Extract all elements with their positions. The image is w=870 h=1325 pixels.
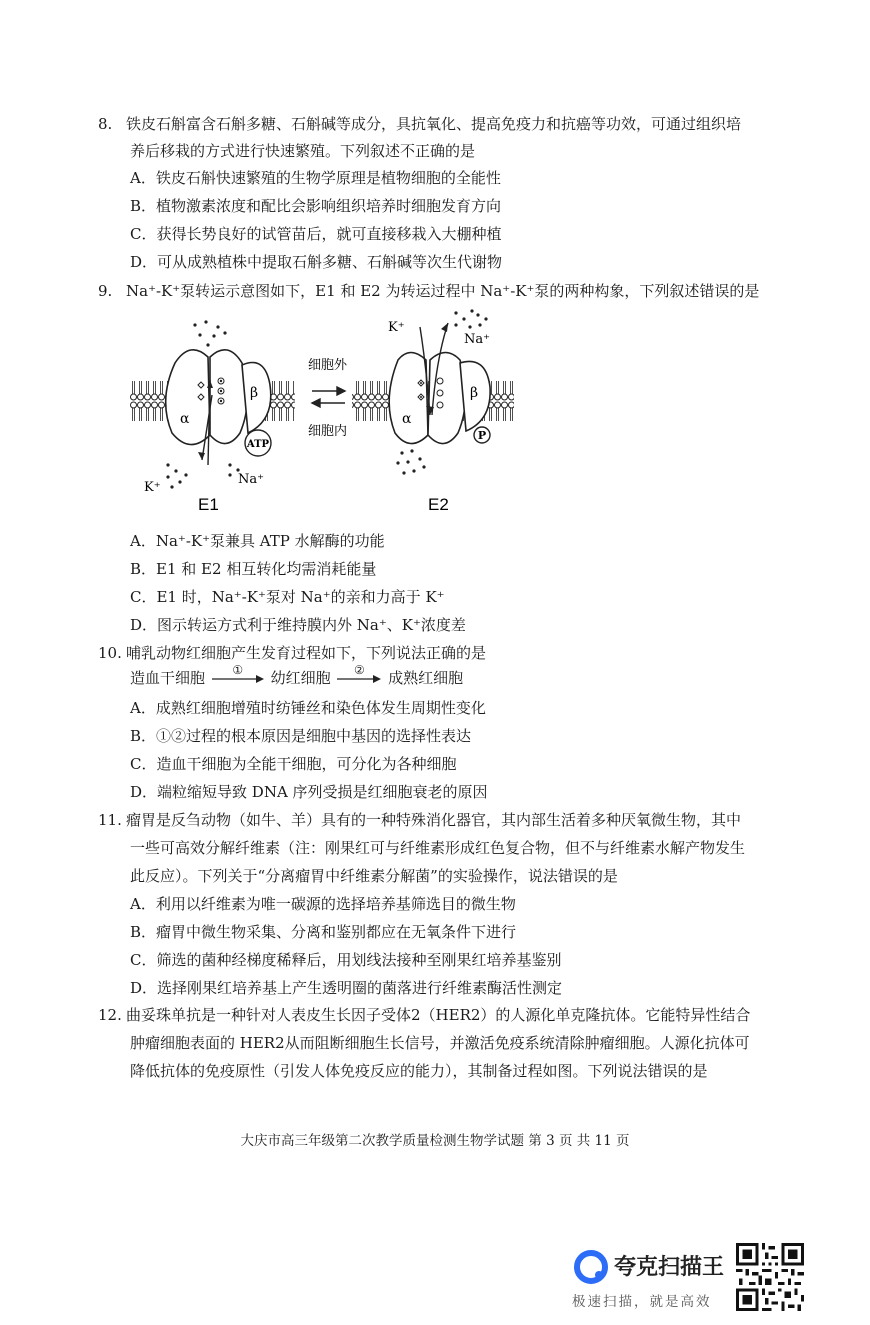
quark-logo-icon — [574, 1250, 608, 1284]
process-cell-3: 成熟红细胞 — [388, 669, 464, 687]
question-number: 11. — [98, 811, 122, 829]
extracellular-label: 细胞外 — [308, 358, 348, 373]
phosphate-label: P — [477, 429, 487, 442]
pump-e1 — [166, 350, 271, 465]
beta-label-e1: β — [250, 385, 259, 401]
process-arrow-1 — [210, 663, 266, 688]
scanner-brand-name: 夸克扫描王 — [614, 1255, 725, 1280]
process-cell-1: 造血干细胞 — [130, 669, 206, 687]
k-ion-label-e2: K⁺ — [388, 320, 405, 335]
arrow-icon — [335, 668, 383, 688]
atp-label: ATP — [246, 439, 270, 450]
scanner-watermark — [572, 1246, 732, 1316]
reversible-arrows — [312, 387, 345, 407]
step-1-label: ① — [232, 663, 244, 677]
question-9-option-d: D．图示转运方式利于维持膜内外 Na⁺、K⁺浓度差 — [130, 616, 466, 634]
na-ion-label-e2: Na⁺ — [464, 332, 490, 347]
question-8-stem-line2: 养后移栽的方式进行快速繁殖。下列叙述不正确的是 — [130, 142, 476, 160]
question-10-option-d: D．端粒缩短导致 DNA 序列受损是红细胞衰老的原因 — [130, 783, 488, 801]
question-10-process — [130, 663, 464, 688]
intracellular-label: 细胞内 — [308, 424, 348, 439]
question-8-stem-line1: 8. 铁皮石斛富含石斛多糖、石斛碱等成分，具抗氧化、提高免疫力和抗癌等功效，可通过组织培 — [98, 115, 742, 133]
process-arrow-2 — [335, 663, 383, 688]
beta-label-e2: β — [470, 385, 479, 401]
question-8-option-d: D．可从成熟植株中提取石斛多糖、石斛碱等次生代谢物 — [130, 253, 503, 271]
question-10-option-b: B．①②过程的根本原因是细胞中基因的选择性表达 — [130, 727, 472, 745]
e1-label: E1 — [198, 495, 219, 514]
question-11-option-b: B．瘤胃中微生物采集、分离和鉴别都应在无氧条件下进行 — [130, 923, 517, 941]
question-number: 12. — [98, 1006, 122, 1024]
question-10-option-c: C．造血干细胞为全能干细胞，可分化为各种细胞 — [130, 755, 457, 773]
question-9-stem: 9. Na⁺-K⁺泵转运示意图如下，E1 和 E2 为转运过程中 Na⁺-K⁺泵的两种构象，下列叙述错误的是 — [98, 282, 760, 300]
question-8-option-b: B．植物激素浓度和配比会影响组织培养时细胞发育方向 — [130, 197, 502, 215]
question-11-stem-line1: 11. 瘤胃是反刍动物（如牛、羊）具有的一种特殊消化器官，其内部生活着多种厌氧微生物，其中 — [98, 811, 742, 829]
question-10-stem: 10. 哺乳动物红细胞产生发育过程如下，下列说法正确的是 — [98, 644, 487, 662]
alpha-label-e2: α — [402, 411, 412, 427]
question-9-option-b: B．E1 和 E2 相互转化均需消耗能量 — [130, 560, 377, 578]
question-12-stem-line1: 12. 曲妥珠单抗是一种针对人表皮生长因子受体2（HER2）的人源化单克隆抗体。它能特异性结合 — [98, 1006, 751, 1024]
question-number: 8. — [98, 115, 113, 133]
question-11-option-a: A．利用以纤维素为唯一碳源的选择培养基筛选目的微生物 — [130, 895, 516, 913]
k-ion-label-e1: K⁺ — [144, 480, 161, 495]
question-12-stem-line3: 降低抗体的免疫原性（引发人体免疫反应的能力），其制备过程如图。下列说法错误的是 — [130, 1062, 708, 1080]
na-k-pump-diagram — [130, 305, 530, 520]
question-8-option-a: A．铁皮石斛快速繁殖的生物学原理是植物细胞的全能性 — [130, 169, 501, 187]
qr-code-icon — [736, 1243, 804, 1311]
question-11-option-c: C．筛选的菌种经梯度稀释后，用划线法接种至刚果红培养基鉴别 — [130, 951, 562, 969]
question-8-option-c: C．获得长势良好的试管苗后，就可直接移栽入大棚种植 — [130, 225, 502, 243]
alpha-label-e1: α — [180, 411, 190, 427]
question-11-stem-line2: 一些可高效分解纤维素（注：刚果红可与纤维素形成红色复合物，但不与纤维素水解产物发生 — [130, 839, 746, 857]
page-footer: 大庆市高三年级第二次教学质量检测生物学试题 第 3 页 共 11 页 — [240, 1133, 630, 1149]
question-10-option-a: A．成熟红细胞增殖时纺锤丝和染色体发生周期性变化 — [130, 699, 486, 717]
scanner-slogan: 极速扫描，就是高效 — [572, 1294, 712, 1310]
question-12-stem-line2: 肿瘤细胞表面的 HER2从而阻断细胞生长信号，并激活免疫系统清除肿瘤细胞。人源化抗体可 — [130, 1034, 750, 1052]
na-ion-label-e1: Na⁺ — [238, 472, 264, 487]
question-9-option-a: A．Na⁺-K⁺泵兼具 ATP 水解酶的功能 — [130, 532, 385, 550]
question-11-stem-line3: 此反应）。下列关于“分离瘤胃中纤维素分解菌”的实验操作，说法错误的是 — [130, 867, 618, 885]
question-11-option-d: D．选择刚果红培养基上产生透明圈的菌落进行纤维素酶活性测定 — [130, 979, 563, 997]
arrow-icon — [210, 668, 266, 688]
process-cell-2: 幼红细胞 — [270, 669, 331, 687]
question-9-option-c: C．E1 时，Na⁺-K⁺泵对 Na⁺的亲和力高于 K⁺ — [130, 588, 445, 606]
question-number: 9. — [98, 282, 113, 300]
e2-label: E2 — [428, 495, 449, 514]
step-2-label: ② — [353, 663, 365, 677]
question-number: 10. — [98, 644, 122, 662]
